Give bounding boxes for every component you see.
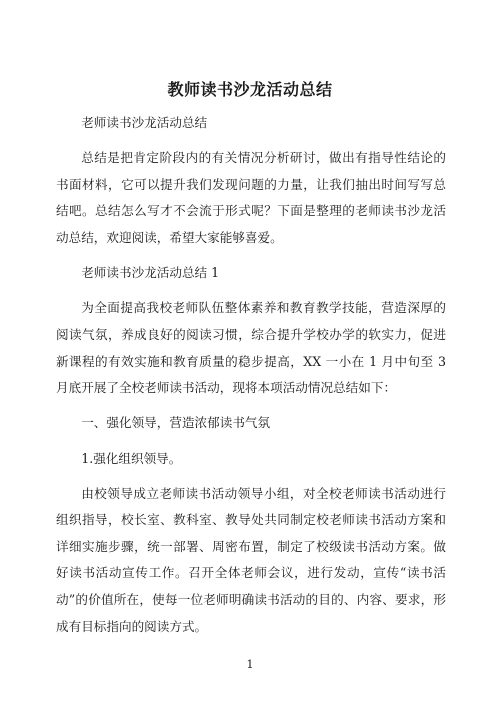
intro-paragraph: 总结是把肯定阶段内的有关情况分析研讨，做出有指导性结论的书面材料，它可以提升我们发现问题的力量，让我们抽出时间写写总结吧。总结怎么写才不会流于形式呢？下面是整理的老师读书沙龙活动总结，欢迎阅读，希望大家能够喜爱。: [56, 150, 446, 245]
subheading-organization: 1.强化组织领导。: [81, 450, 182, 466]
subheading-strengthen-leadership: 一、强化领导，营造浓郁读书气氛: [81, 415, 271, 431]
document-title: 教师读书沙龙活动总结: [167, 80, 333, 99]
document-body: [56, 110, 446, 649]
body-paragraph-2: 由校领导成立老师读书活动领导小组，对全校老师读书活动进行组织指导，校长室、教科室、教导处共同制定校老师读书活动方案和详细实施步骤，统一部署、周密布置，制定了校级读书活动方案。做好读书活动宣传工作。召开全体老师会议，进行发动，宣传“读书活动”的价值所在，使每一位老师明确读书活动的目的、内容、要求，形成有目标指向的阅读方式。: [56, 485, 446, 634]
body-paragraph-1: 为全面提高我校老师队伍整体素养和教育教学技能，营造深厚的阅读气氛，养成良好的阅读习惯，综合提升学校办学的软实力，促进新课程的有效实施和教育质量的稳步提高，XX 一小在 1 月中旬至 3 月底开展了全校老师读书活动，现将本项活动情况总结如下：: [56, 300, 446, 396]
subtitle-paragraph: 老师读书沙龙活动总结: [81, 115, 208, 130]
section-heading-1: 老师读书沙龙活动总结 1: [81, 265, 220, 281]
page-number: 1: [246, 658, 254, 671]
